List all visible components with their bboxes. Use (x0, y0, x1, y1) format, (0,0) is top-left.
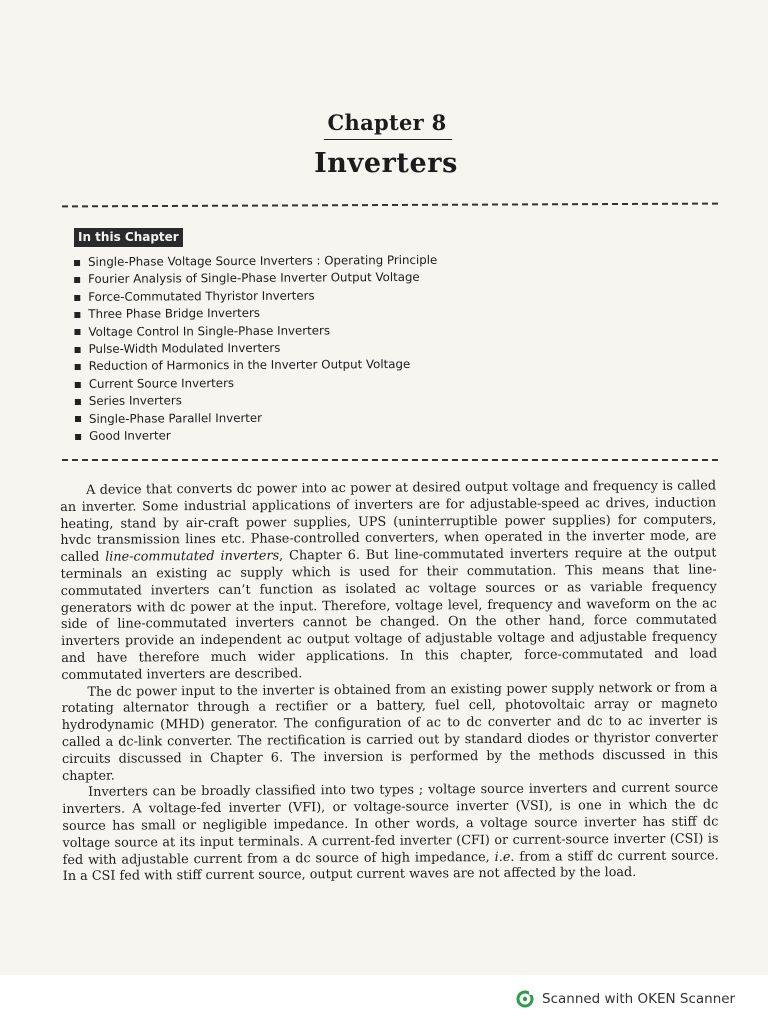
topic-label: Fourier Analysis of Single-Phase Inverter Output Voltage (88, 270, 420, 287)
paragraph-1-text-b: , Chapter 6. But line-commutated inverters require at the output terminals an existing ac supply which is used for their commutation. This means that line-commutated inverters can’t function as isolated ac voltage sources or as variable frequency generators with dc power at the input. Therefore, voltage level, frequency and waveform on the ac side of line-commutated inverters cannot be changed. On the other hand, force commutated inverters provide an independent ac output voltage of adjustable voltage and adjustable frequency and have therefore much wider applications. In this chapter, force-commutated and load commutated inverters are described. (60, 545, 718, 683)
list-item (75, 408, 438, 428)
chapter-title: Inverters (314, 148, 458, 179)
list-item (74, 304, 437, 324)
topic-label: Current Source Inverters (88, 375, 235, 391)
paragraph-3 (62, 781, 719, 886)
chapter-topics-list (74, 252, 438, 446)
paragraph-2: The dc power input to the inverter is obtained from an existing power supply network or from a rotating alternator through a rectifier or a battery, fuel cell, photovoltaic array or magneto hydrodynamic (MHD) generator. The configuration of ac to dc converter and dc to ac inverter is called a dc-link converter. The rectification is carried out by standard diodes or thyristor converter circuits discussed in Chapter 6. The inversion is performed by the methods discussed in this chapter. (61, 679, 718, 784)
list-item (75, 374, 438, 394)
topic-label: Series Inverters (88, 393, 182, 409)
scanner-watermark-text: Scanned with OKEN Scanner (542, 991, 736, 1007)
square-bullet-icon (74, 294, 80, 300)
square-bullet-icon (75, 416, 81, 422)
paragraph-3-emphasis: i.e. (494, 849, 515, 865)
square-bullet-icon (75, 434, 81, 440)
square-bullet-icon (75, 382, 81, 388)
oken-scanner-logo-icon (516, 990, 534, 1008)
topic-label: Voltage Control In Single-Phase Inverters (88, 323, 331, 339)
chapter-underline (324, 139, 452, 140)
paragraph-1-emphasis: line-commutated inverters (105, 548, 280, 565)
list-item (74, 252, 437, 272)
topic-label: Single-Phase Voltage Source Inverters : Operating Principle (88, 252, 438, 269)
topic-label: Pulse-Width Modulated Inverters (88, 340, 281, 356)
topic-label: Three Phase Bridge Inverters (88, 306, 261, 322)
chapter-number: Chapter 8 (327, 110, 447, 135)
bottom-dashed-divider (62, 459, 718, 461)
square-bullet-icon (75, 399, 81, 405)
list-item (74, 269, 437, 289)
chapter-introduction (60, 478, 719, 886)
square-bullet-icon (74, 277, 80, 283)
list-item (74, 287, 437, 307)
square-bullet-icon (75, 364, 81, 370)
square-bullet-icon (74, 312, 80, 318)
topic-label: Good Inverter (89, 428, 171, 443)
paragraph-3-text-b: from a stiff dc current source. In a CSI fed with stiff current source, output current waves are not affected by the load. (62, 847, 719, 885)
top-dashed-divider (62, 203, 718, 208)
list-item (75, 391, 438, 411)
topic-label: Single-Phase Parallel Inverter (88, 410, 263, 426)
paragraph-3-text-a: Inverters can be broadly classified into two types ; voltage source inverters and current source inverters. A voltage-fed inverter (VFI), or voltage-source inverter (VSI), is one in which the dc source has small or negligible impedance. In other words, a voltage source inverter has stiff dc voltage source at its input terminals. A current-fed inverter (CFI) or current-source inverter (CSI) is fed with adjustable current from a dc source of high impedance, (62, 780, 719, 868)
square-bullet-icon (75, 347, 81, 353)
list-item (75, 339, 438, 359)
paragraph-1 (60, 478, 717, 684)
list-item (74, 321, 437, 341)
in-this-chapter-heading: In this Chapter (74, 228, 183, 247)
square-bullet-icon (74, 260, 80, 266)
list-item (75, 426, 438, 446)
topic-label: Force-Commutated Thyristor Inverters (88, 288, 315, 304)
topic-label: Reduction of Harmonics in the Inverter Output Voltage (88, 357, 411, 374)
scanner-watermark (516, 990, 735, 1008)
paragraph-1-text-a: A device that converts dc power into ac power at desired output voltage and frequency is called an inverter. Some industrial applications of inverters are for adjustable-speed ac drives, induction heating, stand by air-craft power supplies, UPS (uninterruptible power supplies) for computers, hvdc transmission lines etc. Phase-controlled converters, when operated in the inverter mode, are called (60, 478, 717, 566)
list-item (75, 356, 438, 376)
square-bullet-icon (74, 329, 80, 335)
